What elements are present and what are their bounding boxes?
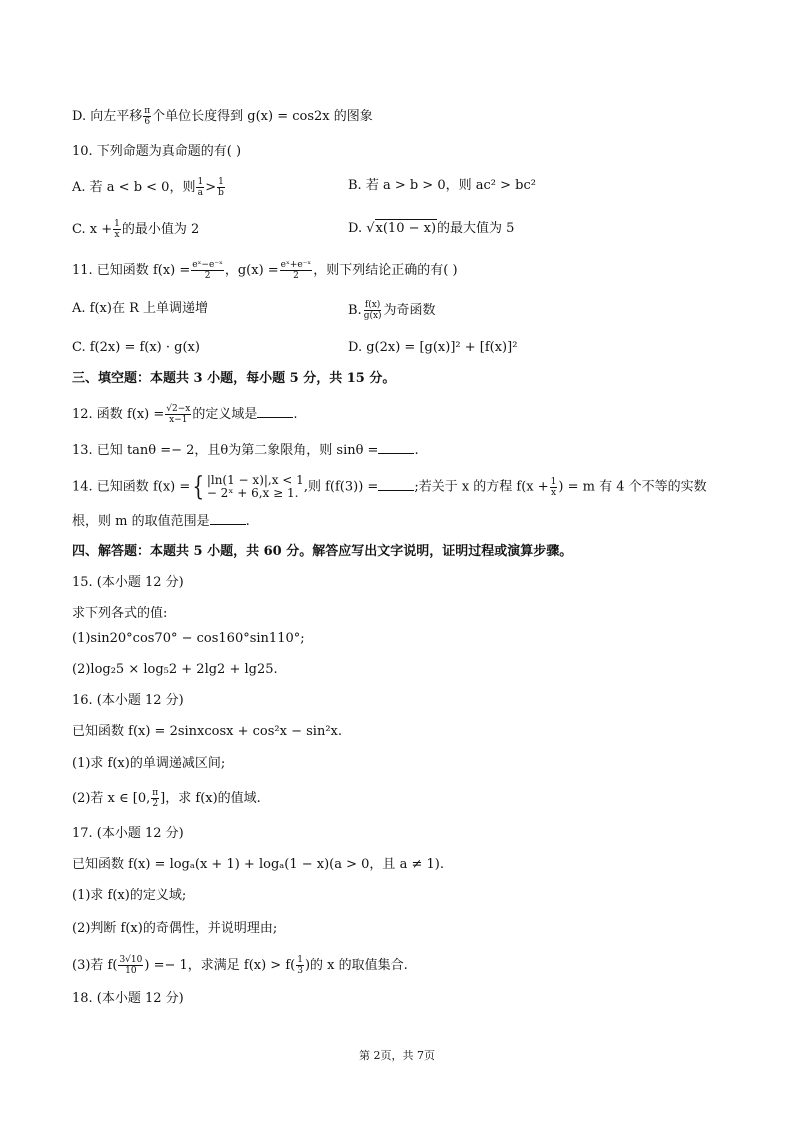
question-14-line2: 根，则 m 的取值范围是 . [72, 514, 250, 529]
question-15-part1: (1)sin20°cos70° − cos160°sin110°; [72, 631, 305, 646]
question-15-part2: (2)log₂5 × log₅2 + 2lg2 + lg25. [72, 662, 278, 677]
option-10d: D. √x(10 − x)的最大值为 5 [348, 221, 515, 236]
question-16-part2: (2)若 x ∈ [0, $\frac{\pi}{2}$ ]，求 f(x)的值域. [72, 788, 261, 809]
question-16-part1: (1)求 f(x)的单调递减区间; [72, 756, 226, 771]
question-18: 18. (本小题 12 分) [72, 991, 184, 1006]
question-14: 14. 已知函数 f(x) ={ |ln(1 − x)|,x < 1 − 2ˣ + 6,x ≥ 1. ,则 f(f(3)) = ;若关于 x 的方程 f(x + $\frac{1}{x}$ ) = m 有 4 个不等的实数 [72, 472, 707, 502]
question-15: 15. (本小题 12 分) [72, 575, 184, 590]
option-11a: A. f(x)在 R 上单调递增 [72, 301, 208, 316]
question-17-part2: (2)判断 f(x)的奇偶性，并说明理由; [72, 921, 278, 936]
option-10c: C. x + $\frac{1}{x}$ 的最小值为 2 [72, 219, 200, 240]
question-15-text: 求下列各式的值: [72, 606, 168, 621]
option-11b: B. $\frac{f(x)}{g(x)}$ 为奇函数 [348, 300, 436, 321]
question-17: 17. (本小题 12 分) [72, 826, 184, 841]
question-17-part1: (1)求 f(x)的定义域; [72, 888, 187, 903]
answer-blank [378, 478, 414, 491]
option-10a: A. 若 a < b < 0，则 $\frac{1}{a}$ > $\frac{1}{b}$ [72, 177, 224, 198]
question-12: 12. 函数 f(x) = $\frac{√2-x}{x-1}$ 的定义域是 . [72, 404, 298, 425]
answer-blank [378, 441, 414, 454]
question-17-text: 已知函数 f(x) = logₐ(x + 1) + logₐ(1 − x)(a > 0，且 a ≠ 1). [72, 857, 444, 872]
question-17-part3: (3)若 f( $\frac{3√10}{10}$ ) =− 1，求满足 f(x) > f( $\frac{1}{3}$ )的 x 的取值集合. [72, 955, 408, 976]
question-11: 11. 已知函数 f(x) = $\frac{\text{eˣ−e⁻ˣ}}{2}$ ，g(x) = $\frac{\text{eˣ+e⁻ˣ}}{2}$ ，则下列结论正确的有( ) [72, 260, 458, 281]
option-9d: D. 向左平移 $\frac{\pi}{6}$ 个单位长度得到 g(x) = cos2x 的图象 [72, 106, 373, 127]
section-3-heading: 三、填空题：本题共 3 小题，每小题 5 分，共 15 分。 [72, 371, 396, 386]
question-10: 10. 下列命题为真命题的有( ) [72, 144, 242, 159]
section-4-heading: 四、解答题：本题共 5 小题，共 60 分。解答应写出文字说明，证明过程或演算步骤。 [72, 544, 573, 559]
option-11c: C. f(2x) = f(x) · g(x) [72, 340, 200, 355]
answer-blank [210, 512, 246, 525]
question-16: 16. (本小题 12 分) [72, 693, 184, 708]
option-10b: B. 若 a > b > 0，则 ac² > bc² [348, 178, 536, 193]
answer-blank [257, 405, 293, 418]
question-13: 13. 已知 tanθ =− 2，且θ为第二象限角，则 sinθ = . [72, 443, 419, 458]
question-16-text: 已知函数 f(x) = 2sinxcosx + cos²x − sin²x. [72, 724, 343, 739]
fraction: $\frac{\pi}{6}$ [144, 106, 151, 127]
option-11d: D. g(2x) = [g(x)]² + [f(x)]² [348, 340, 518, 355]
page-footer: 第 2页，共 7页 [359, 1049, 435, 1062]
